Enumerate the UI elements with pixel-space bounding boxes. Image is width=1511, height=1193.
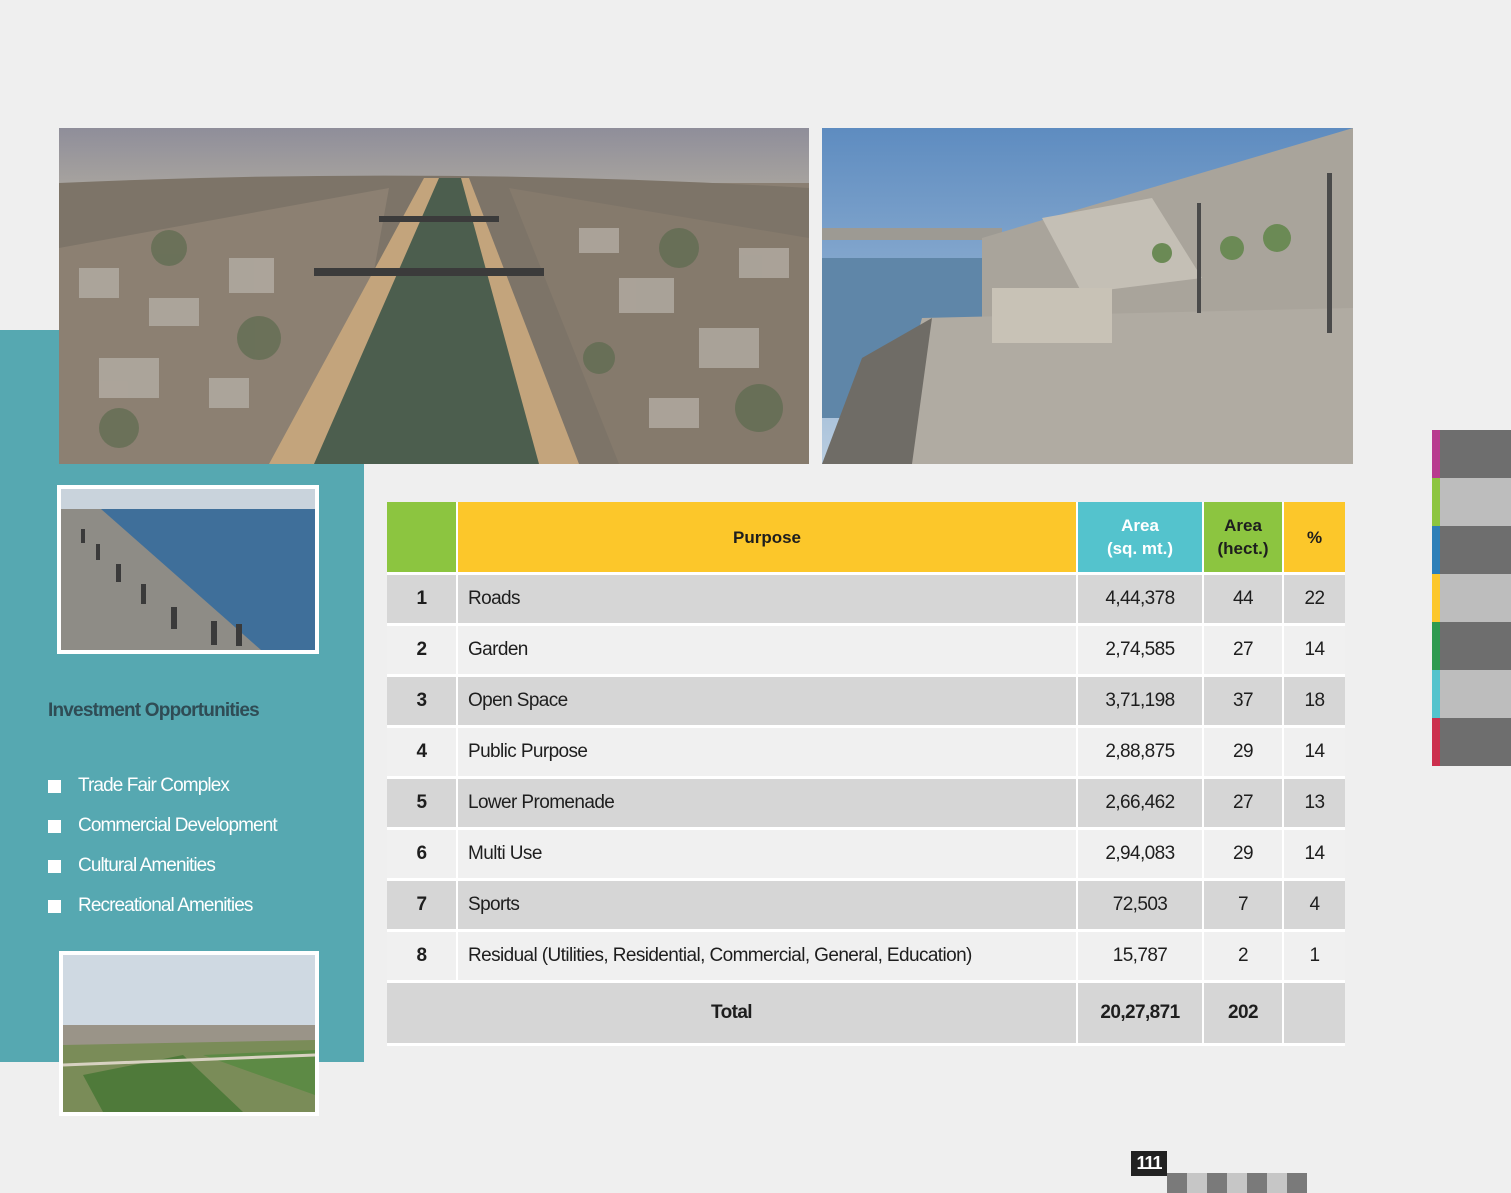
investment-opportunities-heading: Investment Opportunities [48, 700, 259, 721]
row-area-sq-mt: 2,88,875 [1078, 728, 1204, 779]
row-purpose: Public Purpose [458, 728, 1078, 779]
row-area-sq-mt: 3,71,198 [1078, 677, 1204, 728]
row-area-sq-mt: 2,94,083 [1078, 830, 1204, 881]
table-total-row [387, 983, 1345, 1046]
footer-decorative-blocks [1167, 1173, 1307, 1193]
header-area-hect: Area (hect.) [1204, 502, 1284, 575]
row-percent: 14 [1284, 728, 1345, 779]
list-item: Cultural Amenities [48, 846, 277, 886]
row-area-hect: 44 [1204, 575, 1284, 626]
section-tab-accent [1432, 430, 1440, 478]
garden-photo [59, 951, 319, 1116]
section-tab-accent [1432, 574, 1440, 622]
section-tab-accent [1432, 526, 1440, 574]
row-area-sq-mt: 72,503 [1078, 881, 1204, 932]
row-area-hect: 29 [1204, 728, 1284, 779]
row-area-sq-mt: 15,787 [1078, 932, 1204, 983]
row-percent: 14 [1284, 626, 1345, 677]
row-area-sq-mt: 4,44,378 [1078, 575, 1204, 626]
section-tab-2[interactable] [1432, 478, 1511, 526]
row-area-sq-mt: 2,74,585 [1078, 626, 1204, 677]
square-bullet-icon [48, 820, 61, 833]
section-tab-1[interactable] [1432, 430, 1511, 478]
total-percent [1284, 983, 1345, 1046]
row-purpose: Open Space [458, 677, 1078, 728]
row-percent: 13 [1284, 779, 1345, 830]
total-area-sq-mt: 20,27,871 [1078, 983, 1204, 1046]
row-number: 4 [387, 728, 458, 779]
row-area-hect: 27 [1204, 779, 1284, 830]
footer-block [1207, 1173, 1227, 1193]
list-item: Trade Fair Complex [48, 766, 277, 806]
row-percent: 1 [1284, 932, 1345, 983]
investment-opportunities-list [48, 766, 277, 926]
row-percent: 22 [1284, 575, 1345, 626]
section-tab-accent [1432, 718, 1440, 766]
square-bullet-icon [48, 780, 61, 793]
row-purpose: Residual (Utilities, Residential, Commercial, General, Education) [458, 932, 1078, 983]
section-tabs [1432, 430, 1511, 766]
row-area-sq-mt: 2,66,462 [1078, 779, 1204, 830]
section-tab-3[interactable] [1432, 526, 1511, 574]
row-purpose: Lower Promenade [458, 779, 1078, 830]
row-area-hect: 29 [1204, 830, 1284, 881]
row-number: 3 [387, 677, 458, 728]
row-purpose: Garden [458, 626, 1078, 677]
row-purpose: Sports [458, 881, 1078, 932]
row-purpose: Roads [458, 575, 1078, 626]
section-tab-7[interactable] [1432, 718, 1511, 766]
row-number: 7 [387, 881, 458, 932]
row-purpose: Multi Use [458, 830, 1078, 881]
section-tab-accent [1432, 478, 1440, 526]
table-row [387, 932, 1345, 983]
row-number: 5 [387, 779, 458, 830]
page-number: 111 [1131, 1151, 1167, 1176]
total-area-hect: 202 [1204, 983, 1284, 1046]
aerial-river-photo [59, 128, 809, 464]
riverfront-crowd-photo [57, 485, 319, 654]
row-percent: 14 [1284, 830, 1345, 881]
total-label: Total [387, 983, 1078, 1046]
row-area-hect: 2 [1204, 932, 1284, 983]
section-tab-4[interactable] [1432, 574, 1511, 622]
square-bullet-icon [48, 900, 61, 913]
table-row [387, 677, 1345, 728]
header-percent: % [1284, 502, 1345, 575]
footer-block [1167, 1173, 1187, 1193]
row-number: 8 [387, 932, 458, 983]
section-tab-accent [1432, 622, 1440, 670]
promenade-photo [822, 128, 1353, 464]
footer-block [1267, 1173, 1287, 1193]
row-number: 2 [387, 626, 458, 677]
table-row [387, 728, 1345, 779]
header-purpose: Purpose [458, 502, 1078, 575]
footer-block [1287, 1173, 1307, 1193]
row-number: 1 [387, 575, 458, 626]
list-item: Commercial Development [48, 806, 277, 846]
table-row [387, 830, 1345, 881]
row-percent: 18 [1284, 677, 1345, 728]
list-item: Recreational Amenities [48, 886, 277, 926]
section-tab-6[interactable] [1432, 670, 1511, 718]
row-percent: 4 [1284, 881, 1345, 932]
header-serial-number [387, 502, 458, 575]
table-row [387, 881, 1345, 932]
header-area-sq-mt: Area (sq. mt.) [1078, 502, 1204, 575]
section-tab-accent [1432, 670, 1440, 718]
row-area-hect: 7 [1204, 881, 1284, 932]
section-tab-5[interactable] [1432, 622, 1511, 670]
footer-block [1227, 1173, 1247, 1193]
table-header-row [387, 502, 1345, 575]
row-area-hect: 37 [1204, 677, 1284, 728]
table-row [387, 626, 1345, 677]
row-number: 6 [387, 830, 458, 881]
table-row [387, 575, 1345, 626]
square-bullet-icon [48, 860, 61, 873]
footer-block [1187, 1173, 1207, 1193]
land-use-table [387, 502, 1345, 1046]
row-area-hect: 27 [1204, 626, 1284, 677]
table-row [387, 779, 1345, 830]
footer-block [1247, 1173, 1267, 1193]
